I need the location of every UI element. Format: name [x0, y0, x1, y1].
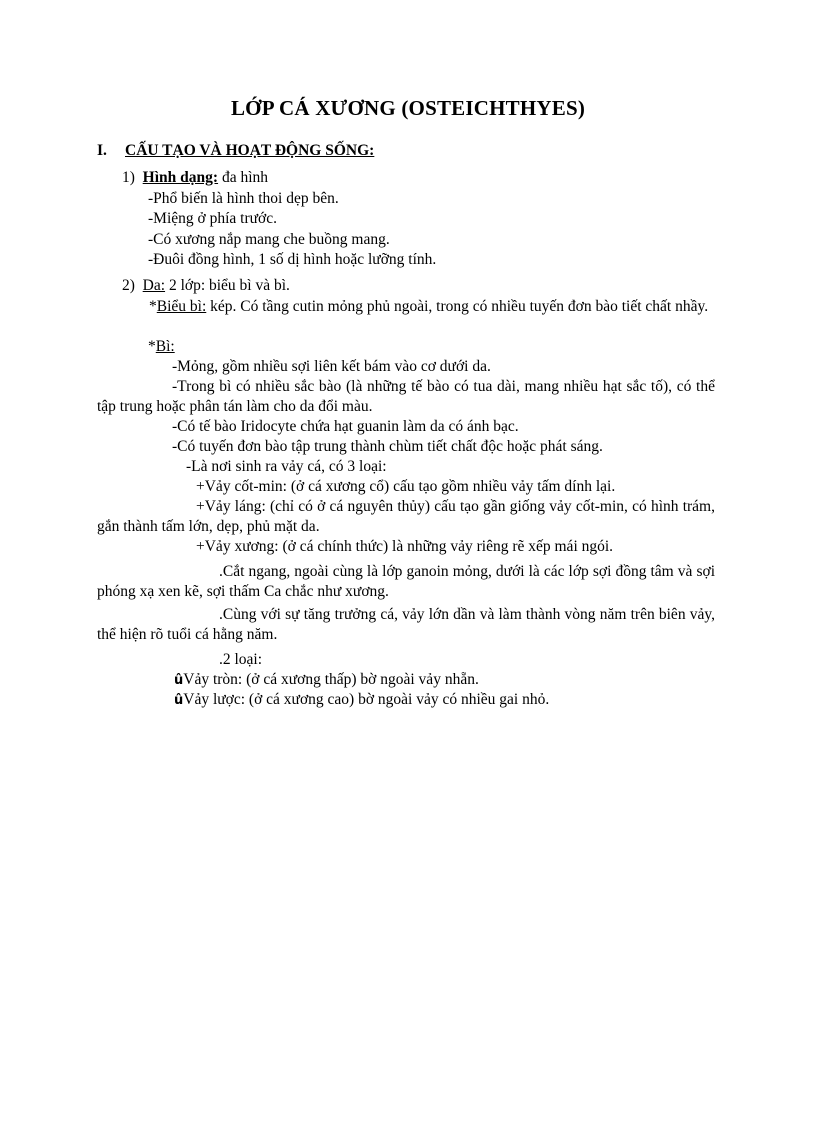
- scale-type: +Vảy cốt-min: (ở cá xương cổ) cấu tạo gồm nhiều vảy tấm dính lại.: [196, 478, 616, 495]
- scale-type: +Vảy xương: (ở cá chính thức) là những vảy riêng rẽ xếp mái ngói.: [196, 538, 614, 555]
- scale-subtype: [174, 670, 479, 691]
- subtype-text: Vảy lược: (ở cá xương cao) bờ ngoài vảy có nhiều gai nhỏ.: [183, 691, 550, 708]
- section-number: I.: [97, 142, 107, 159]
- bieu-bi-prefix: *: [149, 298, 157, 315]
- section-title: CẤU TẠO VÀ HOẠT ĐỘNG SỐNG:: [125, 142, 375, 159]
- item1-text: đa hình: [218, 169, 268, 186]
- bi-line: -Có tế bào Iridocyte chứa hạt guanin làm da có ánh bạc.: [172, 418, 519, 435]
- bi-line: -Trong bì có nhiều sắc bào (là những tế bào có tua dài, mang nhiều hạt sắc tố), có thể tập trung hoặc phân tán làm cho da đổi màu.: [97, 378, 715, 415]
- item1-line: -Đuôi đồng hình, 1 số dị hình hoặc lưỡng tính.: [148, 251, 437, 268]
- item1-number: 1): [122, 169, 135, 186]
- bi-line: -Có tuyến đơn bào tập trung thành chùm tiết chất độc hoặc phát sáng.: [172, 438, 603, 455]
- item1-line: -Phổ biến là hình thoi dẹp bên.: [148, 190, 339, 207]
- scale-note: .Cùng với sự tăng trưởng cá, vảy lớn dần và làm thành vòng năm trên biên vảy, thể hiện rõ tuổi cá hằng năm.: [97, 606, 715, 643]
- bi-line: -Mỏng, gồm nhiều sợi liên kết bám vào cơ dưới da.: [172, 358, 491, 375]
- bieu-bi-paragraph: [97, 297, 715, 317]
- section-heading: [97, 142, 374, 160]
- item2-number: 2): [122, 277, 135, 294]
- bi-line: -Là nơi sinh ra vảy cá, có 3 loại:: [186, 458, 387, 475]
- bi-heading: [148, 337, 175, 357]
- arrow-bullet-icon: û: [174, 693, 184, 708]
- item1-heading: [122, 168, 268, 188]
- subtype-text: Vảy tròn: (ở cá xương thấp) bờ ngoài vảy nhẵn.: [183, 671, 479, 688]
- bi-prefix: *: [148, 338, 156, 355]
- bieu-bi-text: kép. Có tầng cutin mỏng phủ ngoài, trong có nhiều tuyến đơn bào tiết chất nhầy.: [206, 298, 709, 315]
- bi-label: Bì:: [155, 338, 175, 355]
- item1-line: -Có xương nắp mang che buồng mang.: [148, 231, 390, 248]
- item1-label: Hình dạng:: [142, 169, 219, 186]
- arrow-bullet-icon: û: [174, 673, 184, 688]
- bieu-bi-label: Biểu bì:: [156, 298, 207, 315]
- item2-label: Da:: [142, 277, 166, 294]
- scale-subtype: [174, 690, 549, 711]
- scale-type: +Vảy láng: (chỉ có ở cá nguyên thủy) cấu tạo gần giống vảy cốt-min, có hình trám, gắn thành tấm lớn, dẹp, phủ mặt da.: [97, 498, 715, 535]
- item2-heading: [122, 276, 290, 296]
- scale-note: .Cắt ngang, ngoài cùng là lớp ganoin mỏng, dưới là các lớp sợi đồng tâm và sợi phóng xạ xen kẽ, sợi thấm Ca chắc như xương.: [97, 563, 715, 600]
- item2-text: 2 lớp: biểu bì và bì.: [165, 277, 290, 294]
- scale-note: .2 loại:: [219, 651, 263, 668]
- page-title: LỚP CÁ XƯƠNG (OSTEICHTHYES): [230, 96, 586, 120]
- item1-line: -Miệng ở phía trước.: [148, 210, 277, 227]
